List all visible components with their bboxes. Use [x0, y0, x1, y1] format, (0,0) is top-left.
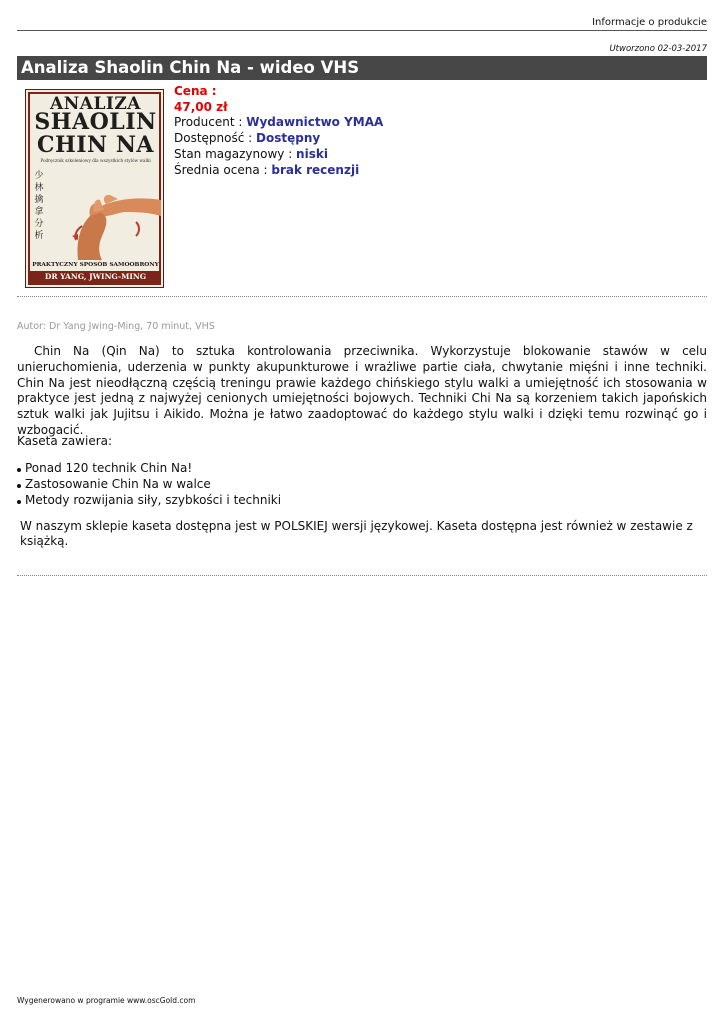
- rating-row: [174, 163, 694, 179]
- section-title: Informacje o produkcie: [592, 17, 707, 28]
- availability-label: Dostępność :: [174, 131, 257, 146]
- product-info: [174, 84, 694, 178]
- product-description: Chin Na (Qin Na) to sztuka kontrolowania przeciwnika. Wykorzystuje blokowanie stawów w celu unieruchomienia, uderzenia w punkty akupunkturowe i wrażliwe partie ciała, chwytanie mięśni i inne techniki. Chin Na jest nieodłączną częścią treningu prawie każdego chińskiego stylu walki a umiejętność ich stosowania w praktyce jest jedną z najwyżej cenionych umiejętności bojowych. Techniki Chi Na są korzeniem takich japońskich sztuk walki jak Jujitsu i Aikido. Można je łatwo zaadoptować do każdego stylu walki i dzięki temu rozwinąć go i wzbogacić.: [17, 344, 707, 437]
- section-divider: [17, 296, 707, 297]
- price-value: 47,00 zł: [174, 99, 228, 114]
- header-divider: [17, 30, 707, 31]
- list-item: Zastosowanie Chin Na w walce: [17, 477, 281, 493]
- stock-value: niski: [296, 146, 328, 161]
- cover-subtitle: Podręcznik szkoleniowy dla wszystkich stylów walki: [40, 158, 151, 163]
- list-item: Ponad 120 technik Chin Na!: [17, 461, 281, 477]
- availability-row: [174, 131, 694, 147]
- product-title: Analiza Shaolin Chin Na - wideo VHS: [17, 56, 707, 80]
- cover-author: DR YANG, JWING-MING: [30, 271, 161, 283]
- producer-row: [174, 115, 694, 131]
- producer-link[interactable]: Wydawnictwo YMAA: [246, 115, 384, 130]
- cover-tagline: PRAKTYCZNY SPOSÓB SAMOOBRONY: [32, 262, 159, 268]
- list-item: Metody rozwijania siły, szybkości i techniki: [17, 493, 281, 509]
- feature-list: [17, 461, 281, 508]
- rating-value: brak recenzji: [271, 162, 360, 177]
- cover-title-line1: ANALIZA: [50, 94, 141, 114]
- created-date: Utworzono 02-03-2017: [609, 44, 707, 54]
- cover-hands-illustration: [66, 182, 161, 260]
- author-line: Autor: Dr Yang Jwing-Ming, 70 minut, VHS: [17, 321, 215, 332]
- cover-title-line3: CHIN NA: [36, 132, 155, 158]
- stock-note: W naszym sklepie kaseta dostępna jest w POLSKIEJ wersji językowej. Kaseta dostępna jest również w zestawie z książką.: [20, 519, 693, 548]
- availability-value: Dostępny: [256, 131, 321, 146]
- stock-row: [174, 147, 694, 163]
- product-cover-image: [25, 89, 164, 288]
- footer-credit: Wygenerowano w programie www.oscGold.com: [17, 996, 196, 1005]
- price-label: Cena :: [174, 84, 217, 98]
- cover-chinese-characters: 少林擒拿分析: [34, 171, 44, 241]
- cover-title-line2: SHAOLIN: [34, 109, 157, 135]
- contains-label: Kaseta zawiera:: [17, 434, 113, 448]
- rating-label: Średnia ocena :: [174, 162, 272, 177]
- stock-label: Stan magazynowy :: [174, 146, 297, 161]
- producer-label: Producent :: [174, 115, 247, 130]
- section-divider: [17, 575, 707, 576]
